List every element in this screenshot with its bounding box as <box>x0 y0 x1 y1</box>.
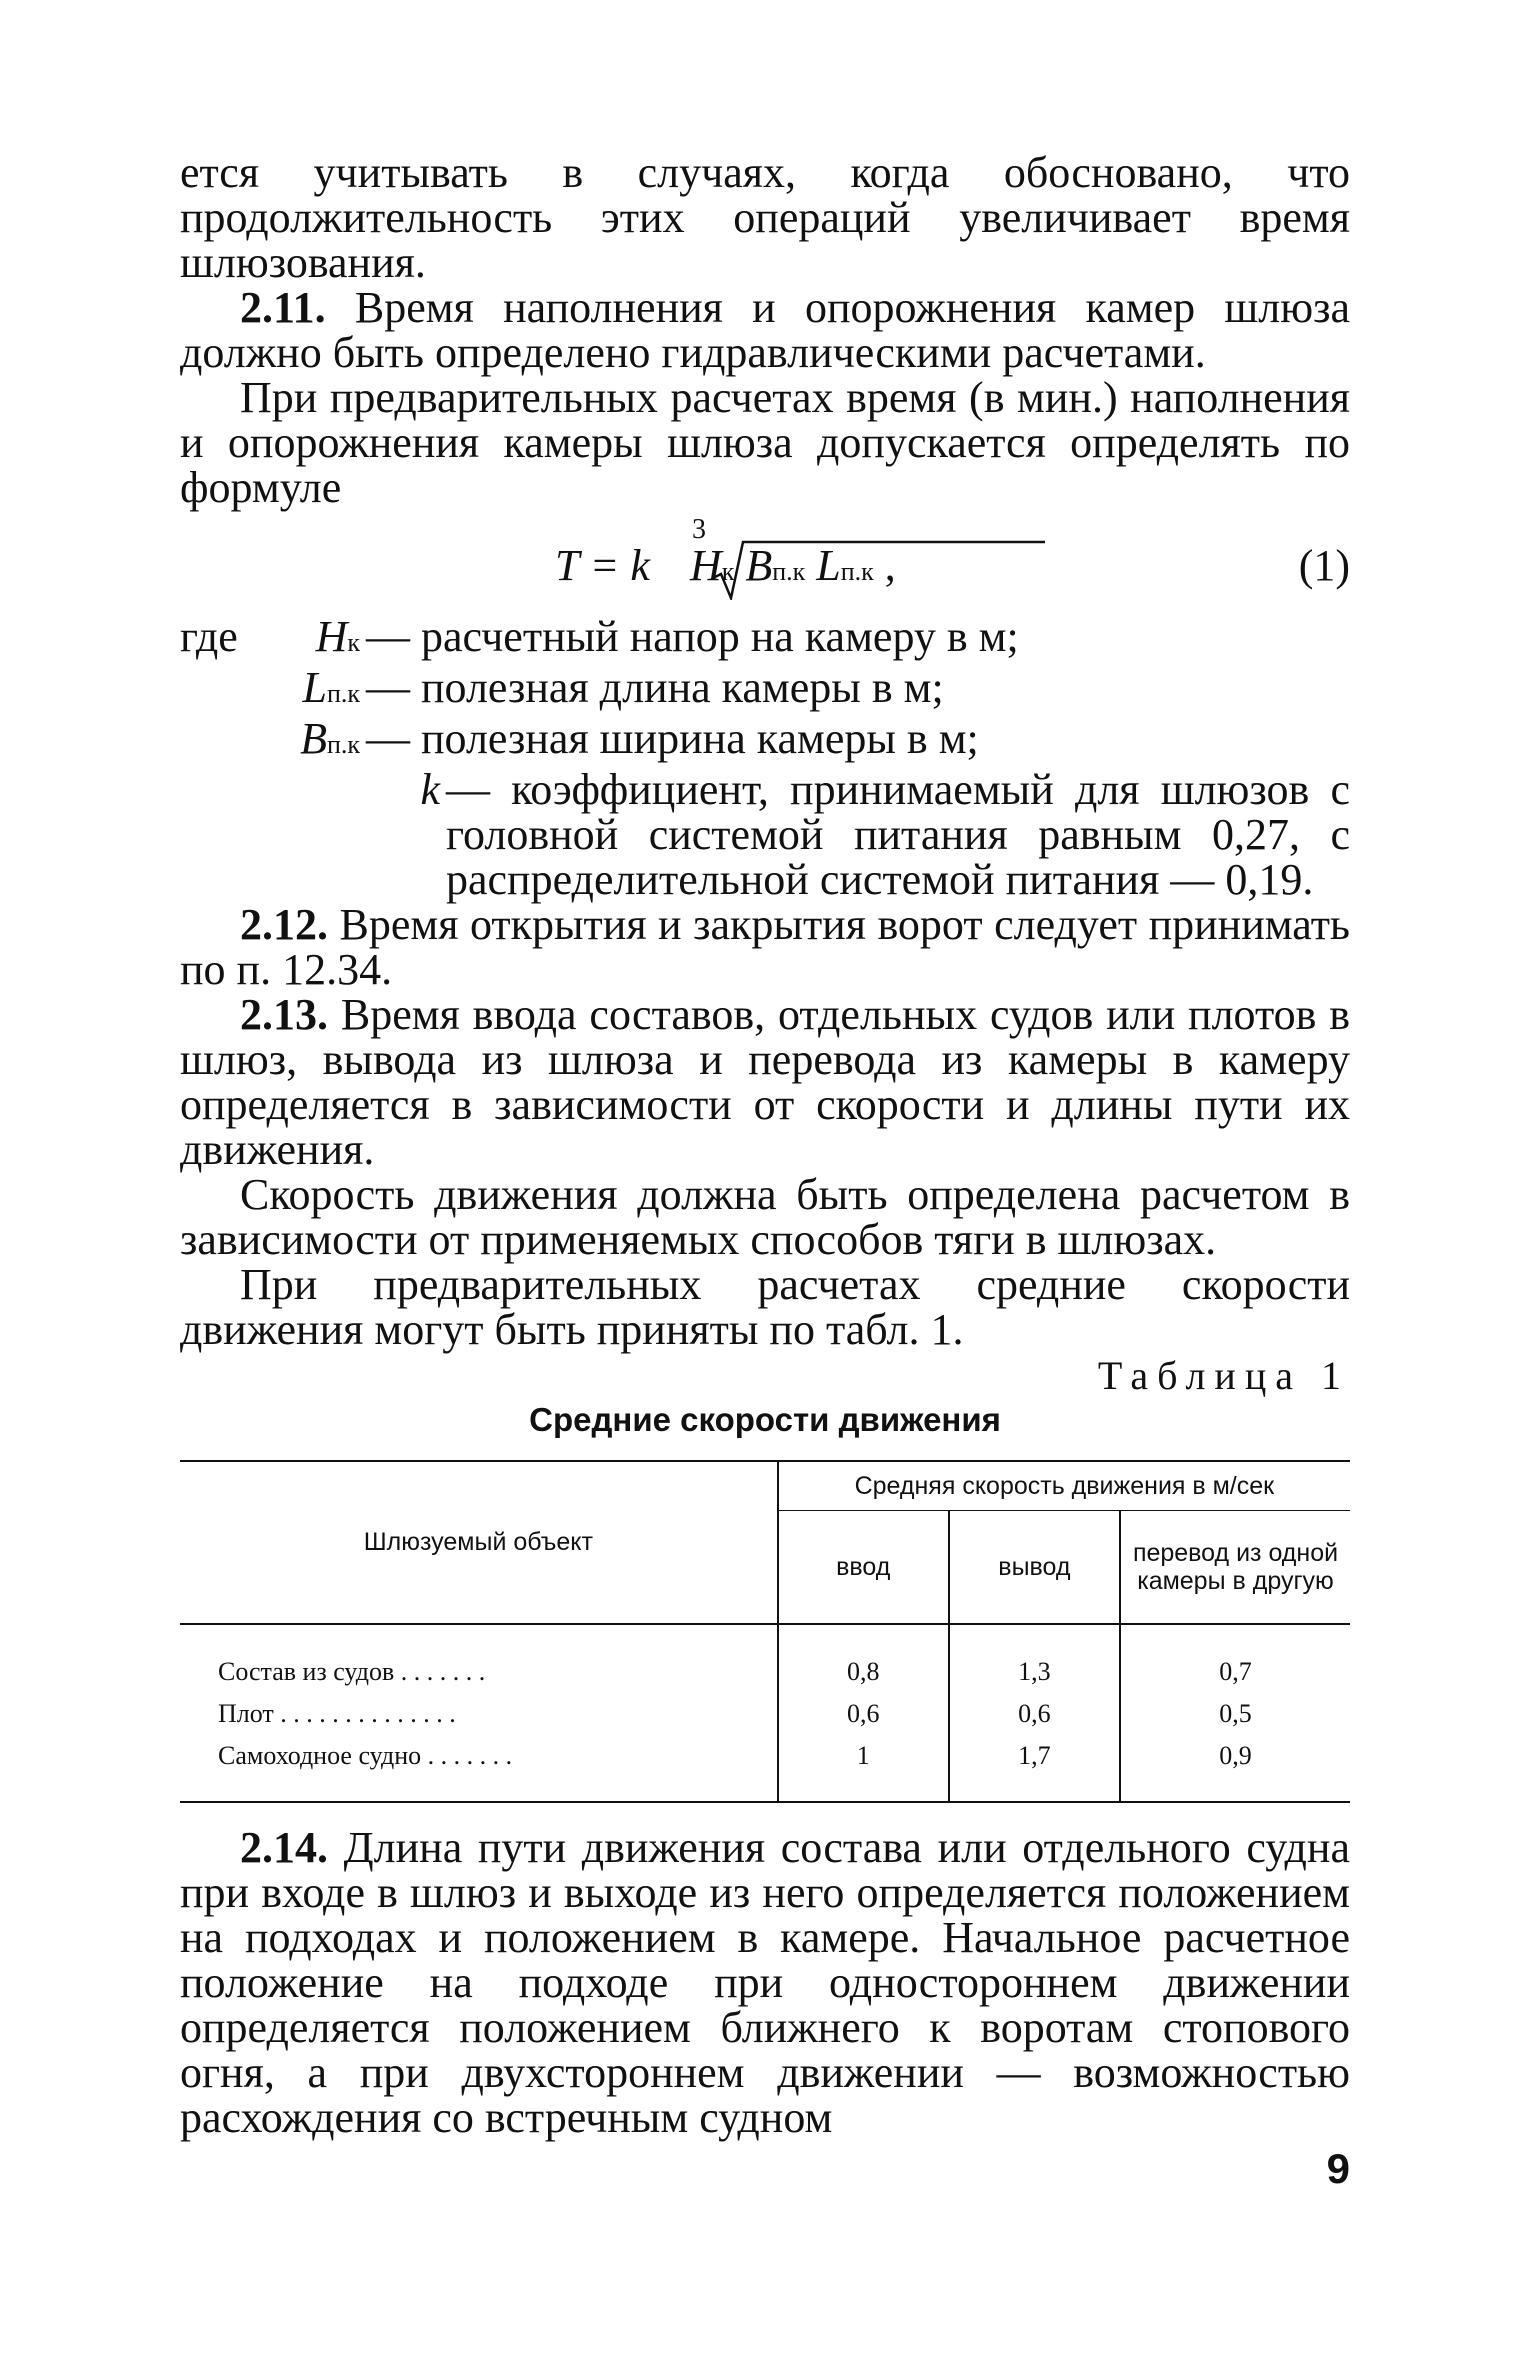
paragraph-2-14 <box>180 1825 1350 2140</box>
formula-block <box>180 514 1350 610</box>
where-item-k <box>180 767 1350 902</box>
where-item <box>180 716 1350 767</box>
where-item <box>180 665 1350 716</box>
formula-b-sub: п.к <box>772 557 806 586</box>
paragraph-2-12 <box>180 902 1350 992</box>
row-in: 1 <box>778 1735 949 1802</box>
formula-equation <box>555 540 896 591</box>
table-caption: Таблица 1 <box>1097 1353 1350 1398</box>
table-row <box>180 1735 1350 1802</box>
where-symbol: Hк <box>315 612 360 661</box>
formula-h-sub: к <box>721 557 735 586</box>
row-out: 1,7 <box>949 1735 1120 1802</box>
where-list <box>180 614 1350 902</box>
row-out: 0,6 <box>949 1693 1120 1735</box>
row-out: 1,3 <box>949 1624 1120 1693</box>
formula-b: B <box>745 541 773 590</box>
paragraph-continuation: ется учитывать в случаях, когда обосновано, что продолжительность этих операций увеличивает время шлюзования. <box>180 148 1350 287</box>
clause-number: 2.12. <box>240 900 328 949</box>
header-out: вывод <box>949 1511 1120 1625</box>
row-name: Плот . . . . . . . . . . . . . . <box>180 1693 778 1735</box>
row-in: 0,6 <box>778 1693 949 1735</box>
formula-l-sub: п.к <box>840 557 874 586</box>
page-body <box>180 150 1350 2140</box>
where-symbol-k: k <box>420 765 440 814</box>
paragraph-speed: Скорость движения должна быть определена расчетом в зависимости от применяемых способов тяги в шлюзах. <box>180 1170 1350 1264</box>
clause-text: Время ввода составов, отдельных судов или плотов в шлюз, вывода из шлюза и перевода из камеры в камеру определяется в зависимости от скорости и длины пути их движения. <box>180 990 1351 1174</box>
where-text-k: — коэффициент, принимаемый для шлюзов с головной системой питания равным 0,27, с распределительной системой питания — 0,19. <box>446 765 1350 904</box>
formula-l: L <box>816 541 841 590</box>
root-index: 3 <box>692 514 706 545</box>
table-row <box>180 1624 1350 1693</box>
where-text: — полезная длина камеры в м; <box>366 663 944 712</box>
page-number: 9 <box>1326 2145 1350 2192</box>
formula-tail: , <box>873 541 896 590</box>
formula-h: H <box>689 541 722 590</box>
row-name: Самоходное судно . . . . . . . <box>180 1735 778 1802</box>
clause-number: 2.11. <box>240 283 326 332</box>
clause-number: 2.13. <box>240 990 328 1039</box>
speed-table <box>180 1460 1350 1803</box>
clause-text: Время открытия и закрытия ворот следует принимать по п. 12.34. <box>180 900 1350 994</box>
clause-text: Время наполнения и опорожнения камер шлюза должно быть определено гидравлическими расчетами. <box>180 283 1350 377</box>
table-row <box>180 1693 1350 1735</box>
row-in: 0,8 <box>778 1624 949 1693</box>
paragraph-preliminary: При предварительных расчетах время (в мин.) наполнения и опорожнения камеры шлюза допускается определять по формуле <box>180 373 1350 512</box>
row-transfer: 0,9 <box>1219 1741 1252 1770</box>
where-label: где <box>180 612 238 661</box>
paragraph-table-ref: При предварительных расчетах средние скорости движения могут быть приняты по табл. 1. <box>180 1260 1350 1354</box>
header-transfer: перевод из одной камеры в другую <box>1132 1539 1339 1595</box>
clause-number: 2.14. <box>240 1823 328 1872</box>
where-symbol: Bп.к <box>300 714 360 763</box>
table-title: Средние скорости движения <box>529 1401 1001 1438</box>
row-transfer: 0,5 <box>1219 1699 1252 1728</box>
formula-lhs: T = k <box>555 541 650 590</box>
where-item <box>180 614 1350 665</box>
header-in: ввод <box>778 1511 949 1625</box>
header-group: Средняя скорость движения в м/сек <box>778 1461 1350 1511</box>
where-text: — полезная ширина камеры в м; <box>366 714 979 763</box>
where-symbol: Lп.к <box>302 663 360 712</box>
row-name: Состав из судов . . . . . . . <box>180 1624 778 1693</box>
paragraph-2-11 <box>180 285 1350 375</box>
where-text: — расчетный напор на камеру в м; <box>366 612 1019 661</box>
clause-text: Длина пути движения состава или отдельного судна при входе в шлюз и выходе из него определяется положением на подходах и положением в камере. Начальное расчетное положение на подходе при одностороннем движении определяется положением ближнего к воротам стопового огня, а при двухстороннем движении — возможностью расхождения со встречным судном <box>180 1823 1350 2142</box>
header-object: Шлюзуемый объект <box>180 1461 778 1624</box>
row-transfer: 0,7 <box>1219 1657 1252 1686</box>
formula-number: (1) <box>1298 541 1350 590</box>
paragraph-2-13 <box>180 992 1350 1172</box>
